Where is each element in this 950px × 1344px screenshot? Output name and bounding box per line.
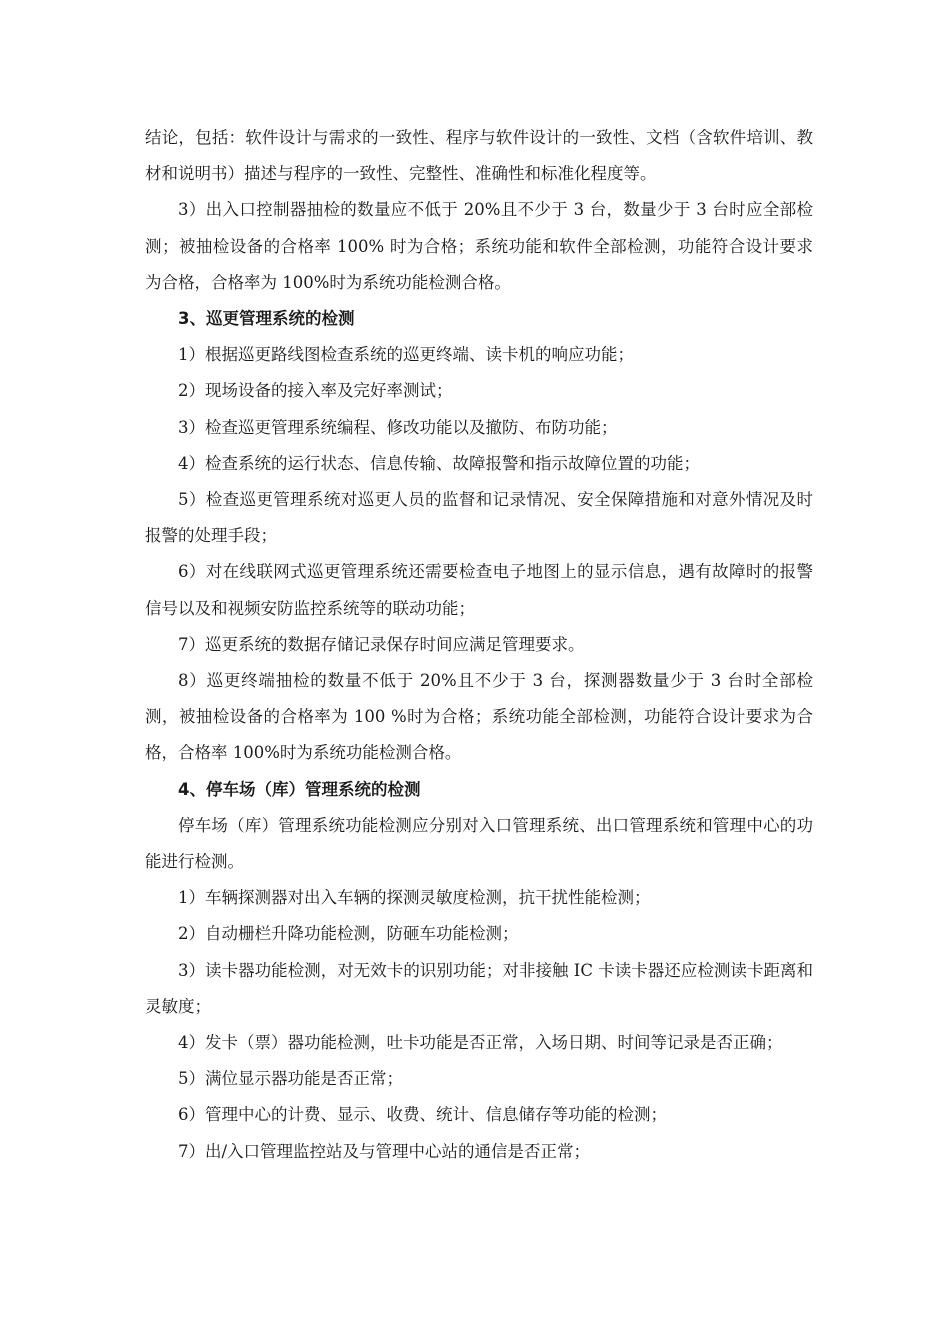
list-item-patrol-8: 8）巡更终端抽检的数量不低于 20%且不少于 3 台，探测器数量少于 3 台时全部检测，被抽检设备的合格率为 100 %时为合格；系统功能全部检测，功能符合设计要求为合格，合格率 100%时为系统功能检测合格。 xyxy=(145,671,813,763)
list-item-patrol-5: 5）检查巡更管理系统对巡更人员的监督和记录情况、安全保障措施和对意外情况及时报警的处理手段； xyxy=(145,490,813,546)
list-item-patrol-2: 2）现场设备的接入率及完好率测试； xyxy=(178,381,453,401)
list-item-parking-7: 7）出/入口管理监控站及与管理中心站的通信是否正常； xyxy=(178,1141,591,1161)
list-item-parking-5: 5）满位显示器功能是否正常； xyxy=(178,1069,403,1089)
section-heading-patrol-system: 3、巡更管理系统的检测 xyxy=(178,309,355,329)
paragraph-parking-intro: 停车场（库）管理系统功能检测应分别对入口管理系统、出口管理系统和管理中心的功能进行检测。 xyxy=(145,815,813,872)
list-item-parking-2: 2）自动栅栏升降功能检测，防砸车功能检测； xyxy=(178,924,519,944)
list-item-patrol-1: 1）根据巡更路线图检查系统的巡更终端、读卡机的响应功能； xyxy=(178,345,634,365)
paragraph-conclusion-continued: 结论，包括：软件设计与需求的一致性、程序与软件设计的一致性、文档（含软件培训、教材和说明书）描述与程序的一致性、完整性、准确性和标准化程度等。 xyxy=(145,128,813,184)
list-item-patrol-4: 4）检查系统的运行状态、信息传输、故障报警和指示故障位置的功能； xyxy=(178,453,700,473)
list-item-patrol-3: 3）检查巡更管理系统编程、修改功能以及撤防、布防功能； xyxy=(178,417,618,437)
list-item-parking-6: 6）管理中心的计费、显示、收费、统计、信息储存等功能的检测； xyxy=(178,1105,667,1125)
list-item-patrol-6: 6）对在线联网式巡更管理系统还需要检查电子地图上的显示信息，遇有故障时的报警信号以及和视频安防监控系统等的联动功能； xyxy=(145,562,813,618)
paragraph-access-controller-sampling: 3）出入口控制器抽检的数量应不低于 20%且不少于 3 台，数量少于 3 台时应全部检测；被抽检设备的合格率 100% 时为合格；系统功能和软件全部检测，功能符合设计要求为合格，合格率为 100%时为系统功能检测合格。 xyxy=(145,200,813,292)
list-item-patrol-7: 7）巡更系统的数据存储记录保存时间应满足管理要求。 xyxy=(178,634,585,654)
section-heading-parking-system: 4、停车场（库）管理系统的检测 xyxy=(178,779,421,799)
list-item-parking-4: 4）发卡（票）器功能检测，吐卡功能是否正常，入场日期、时间等记录是否正确； xyxy=(178,1033,783,1053)
list-item-parking-3: 3）读卡器功能检测，对无效卡的识别功能；对非接触 IC 卡读卡器还应检测读卡距离和灵敏度； xyxy=(145,960,813,1016)
document-page xyxy=(145,120,813,1170)
list-item-parking-1: 1）车辆探测器对出入车辆的探测灵敏度检测，抗干扰性能检测； xyxy=(178,888,651,908)
